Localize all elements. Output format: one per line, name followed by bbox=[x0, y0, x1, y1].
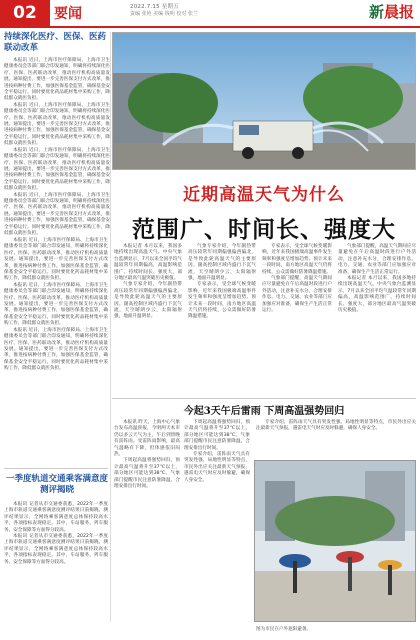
article-paragraph: 专家表示，受全球气候变暖影响，近年来我国极端高温事件发生频率和强度呈增加趋势。预计未来一段时间，南方地区高温天气仍将持续，公众需做好防暑降温措施。 bbox=[262, 244, 332, 275]
header-rule bbox=[0, 26, 420, 28]
left-bottom-paragraph: 本报讯 记者从市交通委获悉，2022年一季度上海市轨道交通乘客满意度测评结果日前揭晓。测评结果显示，全网络乘客满意度总体保持较高水平，各项指标表现稳定。其中，车站服务、列车服务、安全保障等方面得分较高。 bbox=[4, 502, 108, 533]
left-article-paragraph-2: 本报讯 近日，上海市医疗保障局、上海市卫生健康委员会等部门联合印发通知，明确将持续深化医疗、医保、医药联动改革，推动医疗机构高质量发展。通知提出，要进一步完善医保支付方式改革，推进按病种付费工作，加强医保基金监管，确保基金安全平稳运行。同时要优化药品耗材集中采购工作，降低群众就医负担。 bbox=[4, 102, 110, 147]
left-article-continued bbox=[4, 238, 108, 373]
left-divider bbox=[4, 468, 108, 469]
street-scene-photo bbox=[113, 33, 416, 170]
article-column-3 bbox=[262, 244, 332, 314]
article-column-2 bbox=[188, 244, 256, 321]
article-paragraph: 专家表示，受全球气候变暖影响，近年来我国极端高温事件发生频率和强度呈增加趋势。预计未来一段时间，南方地区高温天气仍将持续，公众需做好防暑降温措施。 bbox=[188, 282, 256, 320]
section-title: 要闻 bbox=[54, 6, 82, 22]
main-headline bbox=[112, 172, 416, 243]
bottom-column-2 bbox=[184, 420, 250, 484]
left-bottom-paragraph-2: 本报讯 记者从市交通委获悉，2022年一季度上海市轨道交通乘客满意度测评结果日前揭晓。测评结果显示，全网络乘客满意度总体保持较高水平，各项指标表现稳定。其中，车站服务、列车服务、安全保障等方面得分较高。 bbox=[4, 534, 108, 565]
photo-caption: 图为市民在户外遮阳避暑。 bbox=[256, 627, 312, 632]
bottom-paragraph: 下周起高温将强势回归，预计最高气温将升至37℃以上，部分地区可能达到38℃。气象部门提醒市民注意防暑降温，合理安排出行时间。 bbox=[114, 458, 180, 490]
article-paragraph: 气象部门提醒，高温天气期间应尽量避免在午后高温时段进行户外活动，注意补充水分，合理安排作息。电力、交通、农业等部门应加强应对准备，确保生产生活正常运行。 bbox=[262, 276, 332, 314]
left-continued-paragraph: 本报讯 近日，上海市医疗保障局、上海市卫生健康委员会等部门联合印发通知，明确将持续深化医疗、医保、医药联动改革，推动医疗机构高质量发展。通知提出，要进一步完善医保支付方式改革，推进按病种付费工作，加强医保基金监管，确保基金安全平稳运行。同时要优化药品耗材集中采购工作，降低群众就医负担。 bbox=[4, 238, 108, 282]
main-photo bbox=[112, 32, 416, 170]
left-article-body bbox=[4, 58, 110, 237]
pedestrians-photo bbox=[255, 461, 416, 622]
article-paragraph: 气象专家介绍，今年副热带高压较常年同期偏强偏西偏北，是导致此轮高温天气的主要原因。副高控制区域内盛行下沉气流，天空晴朗少云，太阳辐射强，地面升温明显。 bbox=[188, 244, 256, 282]
logo-part-b: 晨报 bbox=[383, 3, 414, 21]
left-continued-paragraph-2: 本报讯 近日，上海市医疗保障局、上海市卫生健康委员会等部门联合印发通知，明确将持续深化医疗、医保、医药联动改革，推动医疗机构高质量发展。通知提出，要进一步完善医保支付方式改革，推进按病种付费工作，加强医保基金监管，确保基金安全平稳运行。同时要优化药品耗材集中采购工作，降低群众就医负担。 bbox=[4, 282, 108, 327]
article-paragraph: 本报记者 本月以来，我国多地持续出现高温天气。中央气象台监测显示，7月以来全国平均气温较常年同期偏高，高温影响范围广、持续时间长、强度大，部分地区最高气温突破历史极值。 bbox=[114, 244, 182, 282]
bottom-column-1 bbox=[114, 420, 180, 490]
bottom-paragraph: 专家介绍，雷阵雨天气具有突发性强、局地性明显等特点，市民外出应关注最新天气预报，遇雷电天气时应及时躲避，确保人身安全。 bbox=[256, 420, 416, 432]
left-article-headline: 持续深化医疗、医保、医药联动改革 bbox=[4, 32, 107, 53]
article-paragraph: 气象专家介绍，今年副热带高压较常年同期偏强偏西偏北，是导致此轮高温天气的主要原因。副高控制区域内盛行下沉气流，天空晴朗少云，太阳辐射强，地面升温明显。 bbox=[114, 282, 182, 320]
editor-credits: 责编 张艳 美编 钱明 校对 张兰 bbox=[130, 11, 198, 17]
article-column-4 bbox=[338, 244, 416, 314]
bottom-paragraph: 本报讯 昨天，上海中心气象台发布高温预报，今明两天本市仍以多云天气为主，午后到傍晚有雷阵雨。受雷阵雨影响，最高气温略有下降，但体感依旧闷热。 bbox=[114, 420, 180, 458]
issue-date: 2022.7.15 星期五 bbox=[130, 4, 179, 10]
logo-part-a: 新 bbox=[368, 3, 384, 21]
masthead bbox=[0, 0, 420, 26]
article-paragraph: 本报记者 本月以来，我国多地持续出现高温天气。中央气象台监测显示，7月以来全国平均气温较常年同期偏高，高温影响范围广、持续时间长、强度大，部分地区最高气温突破历史极值。 bbox=[338, 276, 416, 314]
bottom-column-3 bbox=[256, 420, 416, 433]
bottom-paragraph: 专家介绍，雷阵雨天气具有突发性强、局地性明显等特点，市民外出应关注最新天气预报，遇雷电天气时应及时躲避，确保人身安全。 bbox=[184, 452, 250, 483]
headline-kicker: 近期高温天气为什么 bbox=[183, 185, 345, 205]
secondary-headline: 今起3天午后雷雨 下周高温强势回归 bbox=[183, 406, 345, 417]
newspaper-logo bbox=[369, 1, 414, 22]
left-article-paragraph: 本报讯 近日，上海市医疗保障局、上海市卫生健康委员会等部门联合印发通知，明确将持续深化医疗、医保、医药联动改革，推动医疗机构高质量发展。通知提出，要进一步完善医保支付方式改革，推进按病种付费工作，加强医保基金监管，确保基金安全平稳运行。同时要优化药品耗材集中采购工作，降低群众就医负担。 bbox=[4, 58, 110, 102]
page-number: 02 bbox=[0, 0, 50, 26]
left-article-bottom-headline: 一季度轨道交通乘客满意度测评揭晓 bbox=[5, 474, 108, 495]
secondary-photo bbox=[254, 460, 416, 622]
article-column-1 bbox=[114, 244, 182, 321]
left-article-top bbox=[4, 32, 110, 237]
headline-main: 范围广、时间长、强度大 bbox=[132, 216, 396, 243]
left-article-paragraph-4: 本报讯 近日，上海市医疗保障局、上海市卫生健康委员会等部门联合印发通知，明确将持续深化医疗、医保、医药联动改革，推动医疗机构高质量发展。通知提出，要进一步完善医保支付方式改革，推进按病种付费工作，加强医保基金监管，确保基金安全平稳运行。同时要优化药品耗材集中采购工作，降低群众就医负担。 bbox=[4, 192, 110, 236]
left-continued-paragraph-3: 本报讯 近日，上海市医疗保障局、上海市卫生健康委员会等部门联合印发通知，明确将持续深化医疗、医保、医药联动改革，推动医疗机构高质量发展。通知提出，要进一步完善医保支付方式改革，推进按病种付费工作，加强医保基金监管，确保基金安全平稳运行。同时要优化药品耗材集中采购工作，降低群众就医负担。 bbox=[4, 327, 108, 372]
bottom-paragraph: 下周起高温将强势回归，预计最高气温将升至37℃以上，部分地区可能达到38℃。气象部门提醒市民注意防暑降温，合理安排出行时间。 bbox=[184, 420, 250, 451]
left-article-paragraph-3: 本报讯 近日，上海市医疗保障局、上海市卫生健康委员会等部门联合印发通知，明确将持续深化医疗、医保、医药联动改革，推动医疗机构高质量发展。通知提出，要进一步完善医保支付方式改革，推进按病种付费工作，加强医保基金监管，确保基金安全平稳运行。同时要优化药品耗材集中采购工作，降低群众就医负担。 bbox=[4, 147, 110, 192]
left-article-bottom-body bbox=[4, 502, 108, 566]
column-divider bbox=[110, 32, 111, 622]
section-divider bbox=[112, 398, 416, 399]
article-paragraph: 气象部门提醒，高温天气期间应尽量避免在午后高温时段进行户外活动，注意补充水分，合理安排作息。电力、交通、农业等部门应加强应对准备，确保生产生活正常运行。 bbox=[338, 244, 416, 275]
